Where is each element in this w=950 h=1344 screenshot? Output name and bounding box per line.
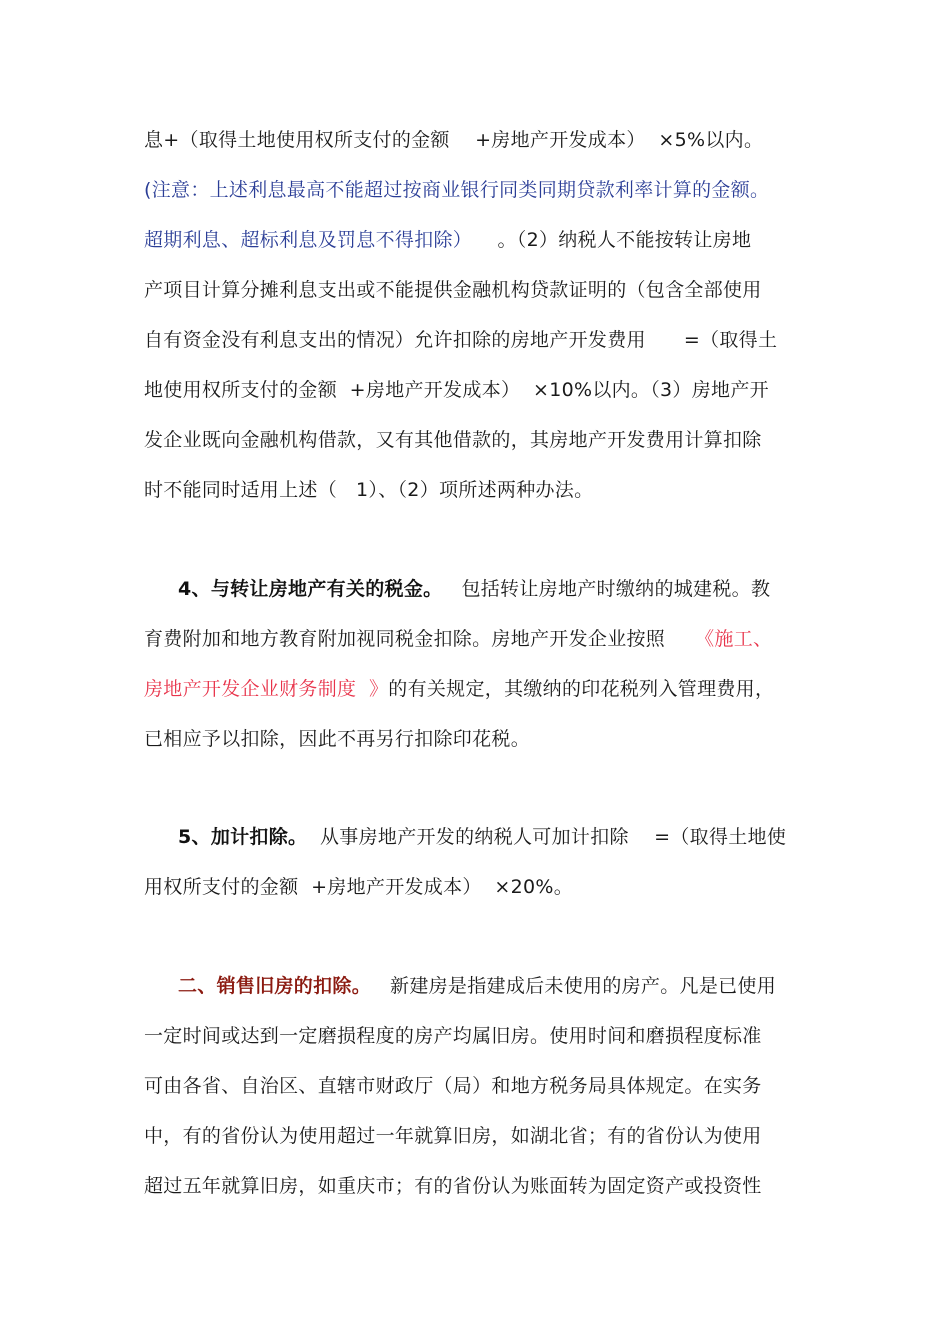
text-segment: 新建房是指建成后未使用的房产。凡是已使用 [371,975,777,997]
text-line: 产项目计算分摊利息支出或不能提供金融机构贷款证明的（包含全部使用 [144,279,762,301]
text-line: 时不能同时适用上述（ 1）、（2）项所述两种办法。 [144,479,594,501]
text-line: 已相应予以扣除，因此不再另行扣除印花税。 [144,728,531,750]
text-line: 用权所支付的金额 +房地产开发成本） ×20%。 [144,876,574,898]
text-segment: 的有关规定，其缴纳的印花税列入管理费用， [388,678,775,700]
text-segment: 从事房地产开发的纳税人可加计扣除 =（取得土地使 [307,826,787,848]
section-heading: 5、加计扣除。 [178,826,308,848]
text-line: 中，有的省份认为使用超过一年就算旧房，如湖北省；有的省份认为使用 [144,1125,762,1147]
text-line: 自有资金没有利息支出的情况）允许扣除的房地产开发费用 =（取得土 [144,329,778,351]
text-line [178,973,776,999]
text-line [144,626,772,652]
regulation-reference: 《施工、 [695,628,773,650]
regulation-reference: 房地产开发企业财务制度 》 [144,678,389,700]
note-line-end: 超期利息、超标利息及罚息不得扣除） [144,229,473,251]
text-line: 超过五年就算旧房，如重庆市；有的省份认为账面转为固定资产或投资性 [144,1175,762,1197]
text-line: 可由各省、自治区、直辖市财政厅（局）和地方税务局具体规定。在实务 [144,1075,762,1097]
section-heading: 4、与转让房地产有关的税金。 [178,578,443,600]
text-segment: 。（2）纳税人不能按转让房地 [472,229,752,251]
text-line: 地使用权所支付的金额 +房地产开发成本） ×10%以内。（3）房地产开 [144,379,769,401]
text-line: 息+（取得土地使用权所支付的金额 +房地产开发成本） ×5%以内。 [144,129,764,151]
text-line: 一定时间或达到一定磨损程度的房产均属旧房。使用时间和磨损程度标准 [144,1025,762,1047]
text-line [178,576,770,602]
section-heading: 二、销售旧房的扣除。 [178,975,372,997]
note-line: (注意：上述利息最高不能超过按商业银行同类同期贷款利率计算的金额。 [144,179,770,201]
text-line [178,824,786,850]
text-segment: 包括转让房地产时缴纳的城建税。教 [442,578,771,600]
text-line [144,227,751,253]
text-line: 发企业既向金融机构借款，又有其他借款的，其房地产开发费用计算扣除 [144,429,762,451]
text-segment: 育费附加和地方教育附加视同税金扣除。房地产开发企业按照 [144,628,666,650]
text-line [144,676,774,702]
